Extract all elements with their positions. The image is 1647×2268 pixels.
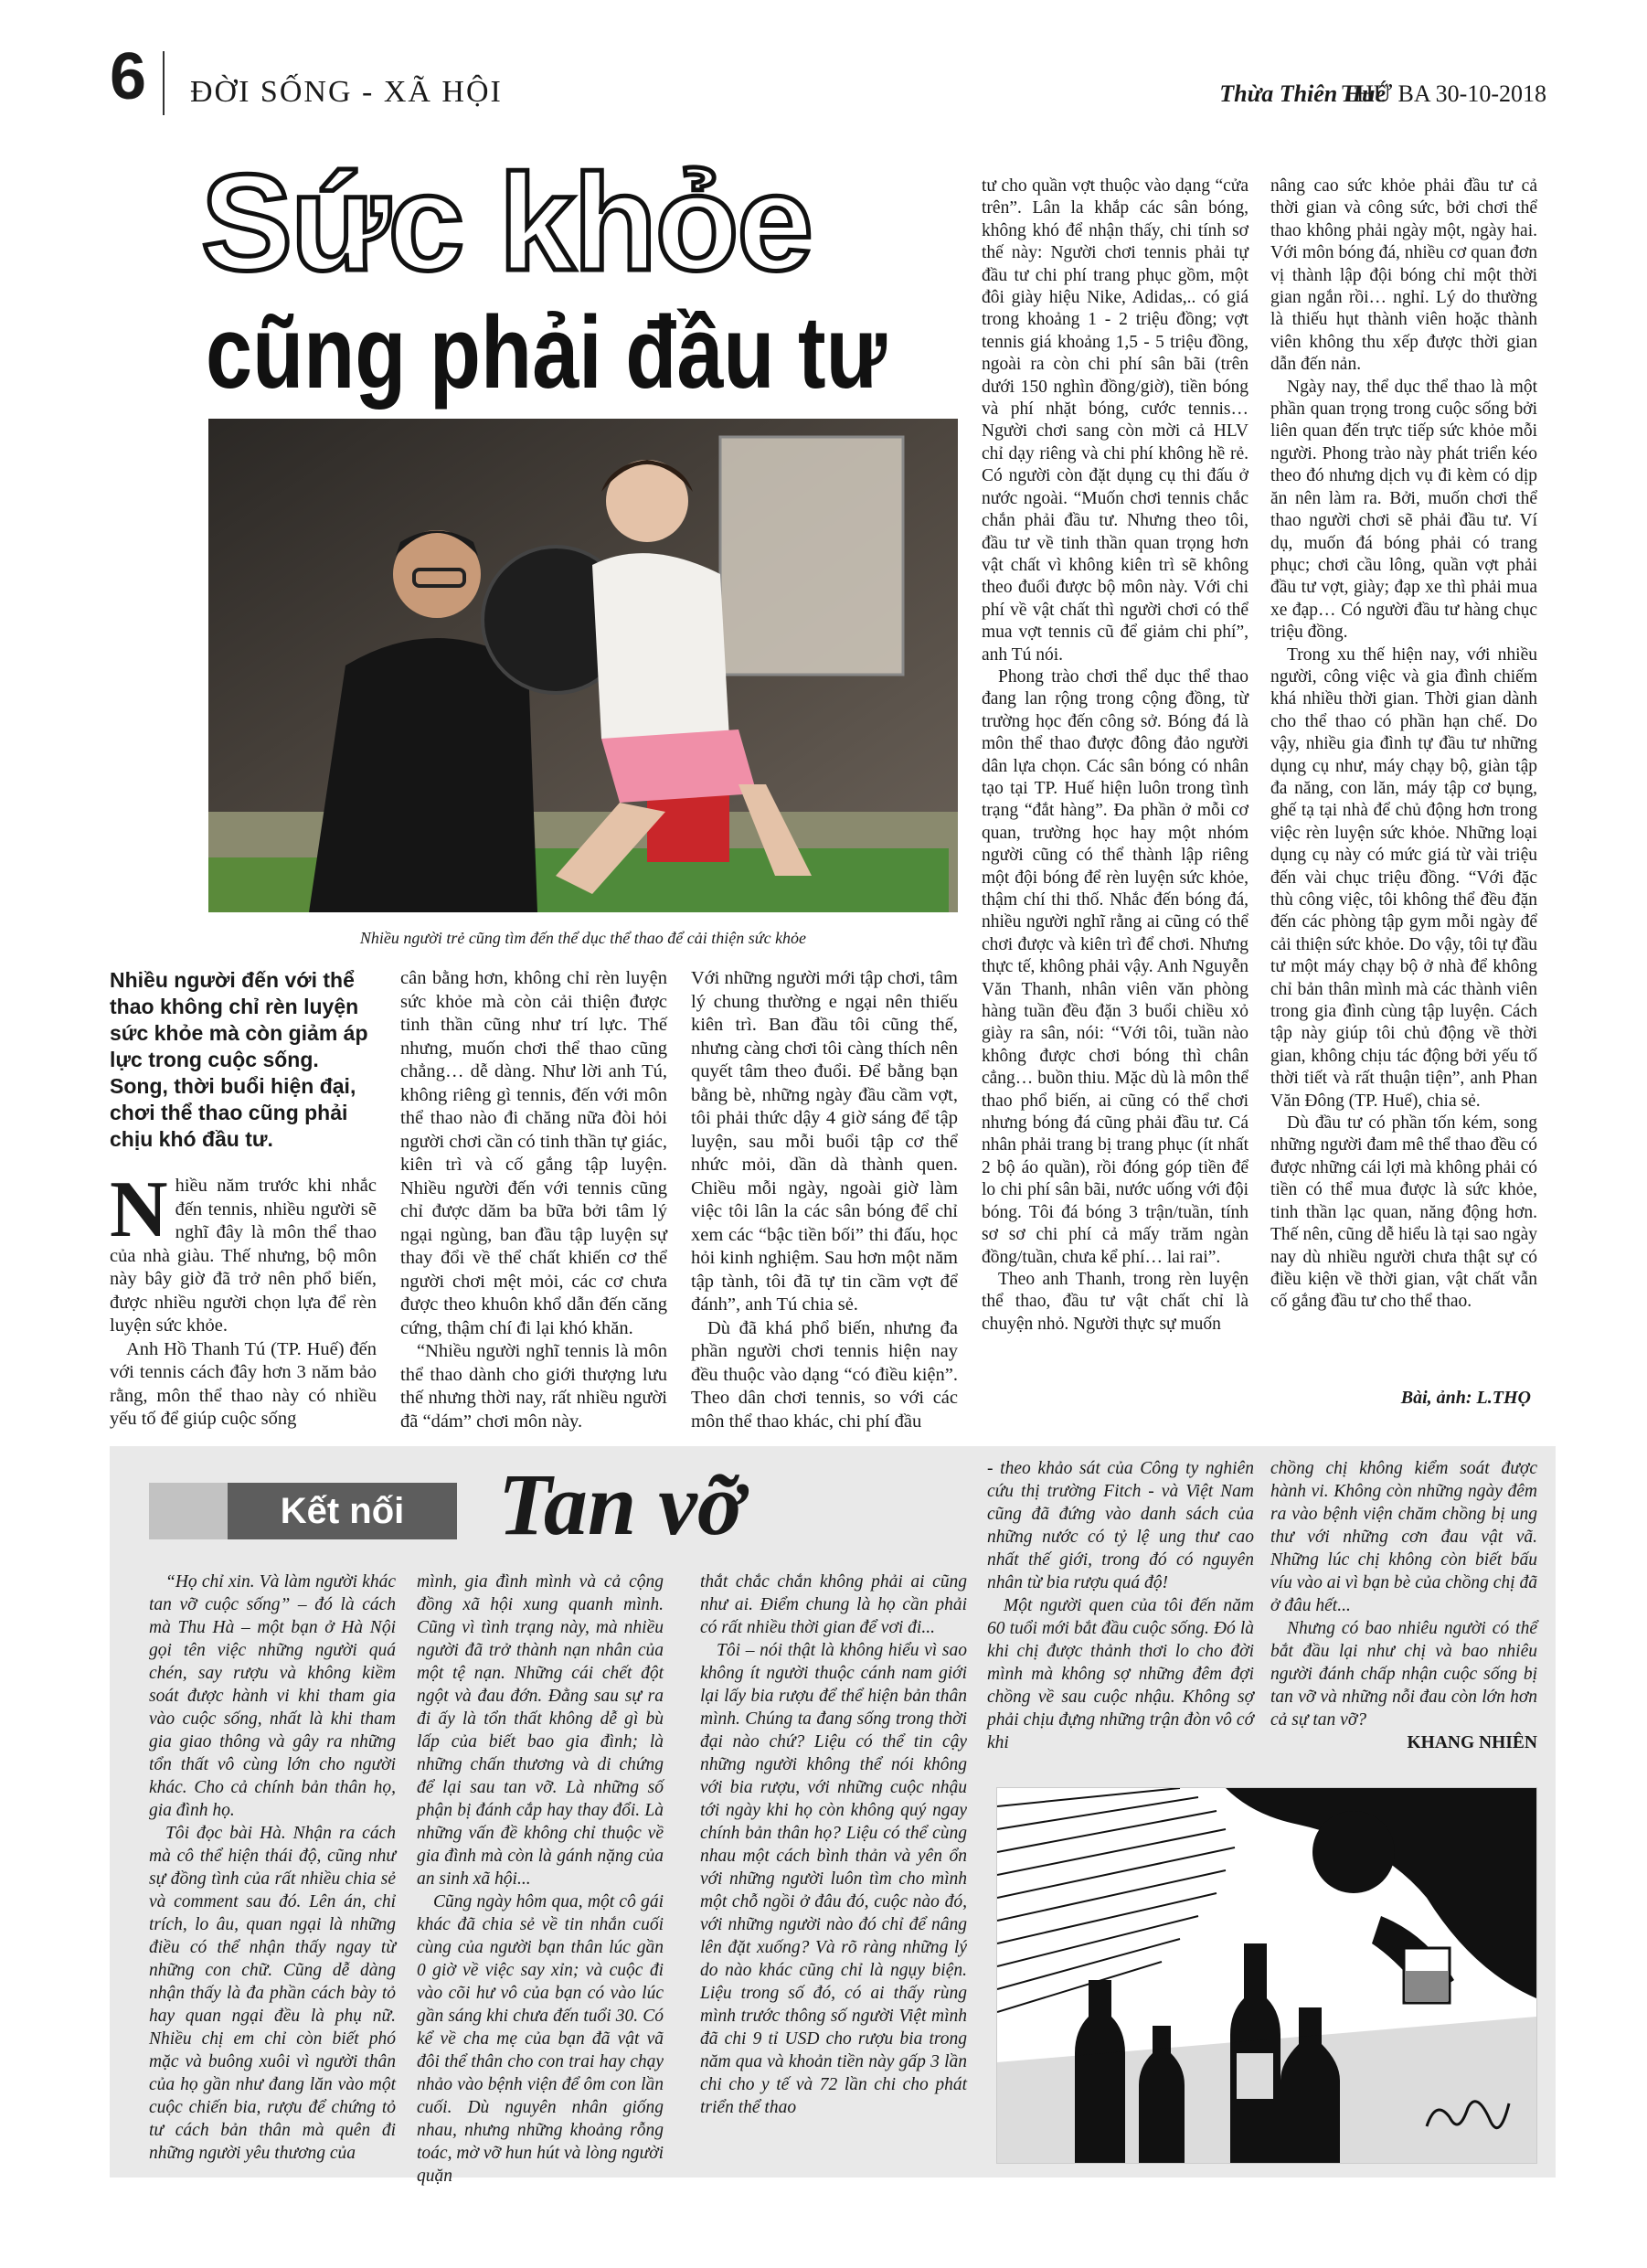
article2-column-5 — [1270, 1457, 1537, 1754]
article-lead: Nhiều người đến với thể thao không chỉ rèn luyện sức khỏe mà còn giảm áp lực trong cuộc sống. Song, thời buổi hiện đại, chơi thể thao cũng phải chịu khó đầu tư. — [110, 968, 368, 1151]
article2-column-3 — [700, 1571, 967, 2119]
article1-column-2 — [400, 967, 667, 1433]
article2-column-4 — [987, 1457, 1254, 1754]
ket-noi-label — [149, 1483, 457, 1539]
paragraph: Nhưng có bao nhiêu người có thể bắt đầu lại như chị và bao nhiêu người đánh chấp nhận cuộc sống bị tan vỡ và những nỗi đau còn lớn hơn cả sự tan vỡ? — [1270, 1619, 1537, 1730]
box-headline: Tan vỡ — [498, 1455, 745, 1553]
paragraph: Anh Hồ Thanh Tú (TP. Huế) đến với tennis cách đây hơn 3 năm bảo rằng, môn thể thao này có nhiều yếu tố để giúp cuộc sống — [110, 1338, 377, 1429]
paragraph: Ngày nay, thể dục thể thao là một phần quan trọng trong cuộc sống bởi liên quan đến trực tiếp sức khỏe mỗi người. Phong trào này phát triển kéo theo đó nhưng dịch vụ đi kèm có dịp ăn nên làm ra. Bởi, muốn chơi thể thao người chơi sẽ phải đầu tư. Ví dụ, muốn đá bóng phải có trang phục; chơi cầu lông, quần vợt phải đầu tư vợt, giày; đạp xe thì phải mua xe đạp… Có người đầu tư hàng chục triệu đồng. — [1270, 377, 1537, 643]
paragraph: hiều năm trước khi nhắc đến tennis, nhiều người sẽ nghĩ đây là môn thể thao của nhà giàu. Thế nhưng, bộ môn này bây giờ đã trở nên phổ biến, được nhiều người chọn lựa để rèn luyện sức khỏe. — [110, 1176, 377, 1336]
gym-photo-illustration — [208, 419, 958, 912]
article1-column-3 — [691, 967, 958, 1433]
paragraph: chồng chị không kiểm soát được hành vi. Không còn những ngày đêm ra vào bệnh viện chăm chồng bị ung thư với những cơn đau vật vã. Những lúc chị không còn biết bấu víu vào ai vì bạn bè của chồng chị đã ở đâu hết... — [1270, 1459, 1537, 1615]
section-title: ĐỜI SỐNG - XÃ HỘI — [190, 75, 503, 109]
paragraph: Dù đầu tư có phần tốn kém, song những người đam mê thể thao đều có được những cái lợi mà không phải có tiền có thể mua được là sức khỏe, tinh thần lạc quan, năng động hơn. Thế nên, cũng dễ hiểu là tại sao ngày nay dù nhiều người chưa thật sự có điều kiện về thời gian, vật chất vẫn cố gắng đầu tư cho thể thao. — [1270, 1113, 1537, 1312]
article1-column-4 — [982, 176, 1249, 1336]
paragraph: Tôi – nói thật là không hiểu vì sao không ít người thuộc cánh nam giới lại lấy bia rượu để thể hiện bản thân mình. Chúng ta đang sống trong thời đại nào chứ? Liệu có thể tin cậy những người không thể nói không với bia rượu, với những cuộc nhậu tới ngày khi họ còn không quý ngay chính bản thân họ? Liệu có thể cùng nhau một cách bình thản và yên ổn với những người luôn tìm cho mình một chỗ ngồi ở đâu đó, cuộc nào đó, với những người nào đó chỉ để nâng lên đặt xuống? Và rõ ràng những lý do nào khác cũng chỉ là ngụy biện. Liệu trong số đó, có ai thấy rùng mình trước thông số người Việt mình đã chi 9 tỉ USD cho rượu bia trong năm qua và khoản tiền này gấp 3 lần chi cho y tế và 72 lần chi cho phát triển thể thao — [700, 1641, 967, 2117]
paragraph: “Họ chỉ xin. Và làm người khác tan vỡ cuộc sống” – đó là cách mà Thu Hà – một bạn ở Hà Nội gọi tên việc những người quá chén, say rượu và không kiềm soát được hành vi khi tham gia vào cuộc sống, nhất là khi tham gia giao thông và gây ra những tổn thất vô cùng lớn cho người khác. Cho cả chính bản thân họ, gia đình họ. — [149, 1572, 396, 1820]
drinking-illustration — [996, 1787, 1537, 2164]
paragraph: Trong xu thế hiện nay, với nhiều người, công việc và gia đình chiếm khá nhiều thời gian. Thời gian dành cho thể thao có phần hạn chế. Do vậy, nhiều gia đình tự đầu tư những dụng cụ như, máy chạy bộ, giàn tập đa năng, con lăn, máy tập cơ bụng, ghế tạ tại nhà để chủ động hơn trong việc rèn luyện sức khỏe. Những loại dụng cụ này có mức giá từ vài triệu đến vài chục triệu đồng. “Với đặc thù công việc, tôi không thể đều đặn đến các phòng tập gym mỗi ngày để cải thiện sức khỏe. Do vậy, tôi tự đầu tư một máy chạy bộ ở nhà để không chỉ bản thân mình mà các thành viên trong gia đình cùng tập luyện. Cách tập này giúp tôi chủ động về thời gian, không chịu tác động bởi yếu tố thời tiết và rất thuận tiện”, anh Phan Văn Đông (TP. Huế), chia sẻ. — [1270, 644, 1537, 1111]
paragraph: “Nhiều người nghĩ tennis là môn thể thao dành cho giới thượng lưu thế nhưng thời nay, rất nhiều người đã “dám” chơi môn này. — [400, 1341, 667, 1432]
article1-column-5 — [1270, 176, 1537, 1314]
label-text: Kết nối — [228, 1483, 457, 1539]
paragraph: Phong trào chơi thể dục thể thao đang lan rộng trong cộng đồng, từ trường học đến công sở. Bóng đá là môn thể thao được đông đảo người dân lựa chọn. Các sân bóng có nhân tạo tại TP. Huế hiện luôn trong tình trạng “đắt hàng”. Đa phần ở mỗi cơ quan, trường học hay một nhóm người cũng có thể thành lập riêng một đội bóng để rèn luyện sức khỏe, thậm chí thi thố. Nhắc đến bóng đá, nhiều người nghĩ rằng ai cũng có thể chơi được và kiên trì để chơi. Nhưng thực tế, không phải vậy. Anh Nguyễn Văn Thanh, nhân viên văn phòng hàng tuần đều đặn 3 buổi chiều xỏ giày ra sân, nói: “Với tôi, tuần nào không được chơi bóng thì chân cẳng… buồn thiu. Mặc dù là môn thể thao phổ biến, ai cũng có thể chơi nhưng bóng đá cũng phải đầu tư. Cá nhân phải trang bị trang phục (ít nhất 2 bộ áo quần), rồi đóng góp tiền để lo chi phí sân bãi, nước uống với đội bóng. Tôi đá bóng 3 trận/tuần, tính sơ sơ chi phí cả mấy trăm ngàn đồng/tuần, chưa kể phí… lai rai”. — [982, 666, 1249, 1267]
paragraph: thắt chắc chắn không phải ai cũng như ai. Điểm chung là họ cần phải có rất nhiều thời gian để vơi đi... — [700, 1572, 967, 1637]
article2-column-1 — [149, 1571, 396, 2165]
drinking-illustration-art — [997, 1788, 1536, 2163]
page-number: 6 — [110, 40, 147, 113]
paragraph: Tôi đọc bài Hà. Nhận ra cách mà cô thể hiện thái độ, cũng như sự đồng tình của rất nhiều chia sẻ và comment sau đó. Lên án, chỉ trích, lo âu, quan ngại là những điều có thể nhận thấy ngay từ những con chữ. Cũng dễ dàng nhận thấy là đa phần cách bày tỏ hay quan ngại đều là phụ nữ. Nhiều chị em chỉ còn biết phó mặc và buông xuôi vì người thân của họ gần như đang lăn vào một cuộc chiến bia, rượu để chứng tỏ tư cách bản thân mà quên đi những người yêu thương của — [149, 1824, 396, 2163]
headline-line-2: cũng phải đầu tư — [206, 295, 887, 410]
header-divider — [163, 51, 165, 115]
article2-column-2 — [417, 1571, 664, 2188]
paragraph: nâng cao sức khỏe phải đầu tư cả thời gian và công sức, bởi chơi thể thao không phải ngày một, ngày hai. Với môn bóng đá, nhiều cơ quan đơn vị thành lập đội bóng chỉ một thời gian ngắn rồi… nghỉ. Lý do thường là thiếu hụt thành viên hoặc thành viên không thu xếp được thời gian dẫn đến nản. — [1270, 176, 1537, 375]
drop-cap: N — [110, 1166, 168, 1254]
issue-date: THỨ BA 30-10-2018 — [1342, 80, 1546, 107]
paragraph: mình, gia đình mình và cả cộng đồng xã hội xung quanh mình. Cũng vì tình trạng này, mà nhiều người đã trở thành nạn nhân của một tệ nạn. Những cái chết đột ngột và đau đớn. Đằng sau sự ra đi ấy là tổn thất không dễ gì bù lấp của biết bao gia đình; là những chấn thương và di chứng để lại sau tan vỡ. Là những số phận bị đánh cắp hay thay đổi. Là những vấn đề không chỉ thuộc về gia đình mà còn là gánh nặng của an sinh xã hội... — [417, 1572, 664, 1889]
headline-line-1: Sức khỏe — [201, 145, 812, 299]
paragraph: Cũng ngày hôm qua, một cô gái khác đã chia sẻ về tin nhắn cuối cùng của người bạn thân lúc gần 0 giờ về việc say xỉn; và cuộc đi vào cõi hư vô của bạn có vào lúc gần sáng khi chưa đến tuổi 30. Có kể về cha mẹ của bạn đã vật vã đôi thể thân cho con trai hay chạy nhảo vào bệnh viện để ôm con lần cuối. Dù nguyên nhân giống nhau, nhưng những khoảng rỗng toác, mờ vỡ hun hút và lòng người quặn — [417, 1892, 664, 2186]
paragraph: Với những người mới tập chơi, tâm lý chung thường e ngại nên thiếu kiên trì. Ban đầu tôi cũng thế, nhưng càng chơi tôi càng thích nên quyết tâm theo đuổi. Để bằng bạn bằng bè, những ngày đầu cầm vợt, tôi phải thức dậy 4 giờ sáng để tập luyện, sau mỗi buổi tập cơ thể nhức mỏi, dần dà thành quen. Chiều mỗi ngày, ngoài giờ làm việc tôi lân la các sân bóng để chỉ xem các “bậc tiền bối” thi đấu, học hỏi kinh nghiệm. Sau hơn một năm tập tành, tôi đã tự tin cầm vợt để đánh”, anh Tú chia sẻ. — [691, 968, 958, 1315]
article1-column-1 — [110, 1166, 377, 1432]
paragraph: cân bằng hơn, không chỉ rèn luyện sức khỏe mà còn cải thiện được tinh thần cũng như trí lực. Thế nhưng, muốn chơi thể thao cũng chẳng… dễ dàng. Như lời anh Tú, không riêng gì tennis, đến với môn thể thao nào đi chăng nữa đòi hỏi người chơi cần có tinh thần tự giác, kiên trì và cố gắng tập luyện. Nhiều người đến với tennis cũng chỉ được dăm ba bữa bởi tâm lý ngại ngùng, ban đầu tập luyện sự thay đổi về thể chất khiến cơ thể người chơi mệt mỏi, các cơ chưa được theo khuôn khổ dẫn đến căng cứng, thậm chí đi lại khó khăn. — [400, 968, 667, 1338]
paragraph: tư cho quần vợt thuộc vào dạng “cửa trên”. Lân la khắp các sân bóng, không khó để nhận thấy, chi tính sơ thế này: Người chơi tennis phải tự đầu tư chi phí trang phục gồm, một đôi giày hiệu Nike, Adidas,.. có giá trong khoảng 1 - 2 triệu đồng; vợt tennis giá khoảng 1,5 - 5 triệu đồng, ngoài ra còn chi phí sân bãi (trên dưới 150 nghìn đồng/giờ), tiền bóng và phí nhặt bóng, cước tennis… Người chơi sang còn mời cả HLV chỉ dạy riêng và chi phí không hề rẻ. Có người còn đặt dụng cụ thi đấu ở nước ngoài. “Muốn chơi tennis chắc chắn phải đầu tư. Nhưng theo tôi, đầu tư về tinh thần quan trọng hơn vật chất vì không kiên trì sẽ không theo đuổi được bộ môn này. Với chi phí về vật chất thì người chơi có thể mua vợt tennis cũ để giảm chi phí”, anh Tú nói. — [982, 176, 1249, 665]
label-accent — [149, 1483, 228, 1539]
article-signature: KHANG NHIÊN — [1407, 1733, 1537, 1752]
paragraph: - theo khảo sát của Công ty nghiên cứu thị trường Fitch - và Việt Nam cũng đã đứng vào danh sách của những nước có tỷ lệ ung thư cao nhất thế giới, trong đó có nguyên nhân từ bia rượu quá độ! — [987, 1459, 1254, 1592]
paragraph: Theo anh Thanh, trong rèn luyện thể thao, đầu tư vật chất chỉ là chuyện nhỏ. Người thực sự muốn — [982, 1269, 1249, 1334]
gym-photo — [208, 419, 958, 912]
photo-caption: Nhiều người trẻ cũng tìm đến thể dục thể thao để cải thiện sức khỏe — [359, 929, 807, 947]
newspaper-name: Thừa Thiên Huế — [1219, 80, 1386, 107]
paragraph: Dù đã khá phổ biến, nhưng đa phần người chơi tennis hiện nay đều thuộc vào dạng “có điều kiện”. Theo dân chơi tennis, so với các môn thể thao khác, chi phí đầu — [691, 1317, 958, 1432]
article-credit: Bài, ảnh: L.THỌ — [1400, 1388, 1531, 1408]
paragraph: Một người quen của tôi đến năm 60 tuổi mới bắt đầu cuộc sống. Đó là khi chị được thảnh thơi lo cho đời mình mà không sợ những đêm đợi chồng về sau cuộc nhậu. Không sợ phải chịu đựng những trận đòn vô cớ khi — [987, 1596, 1254, 1752]
